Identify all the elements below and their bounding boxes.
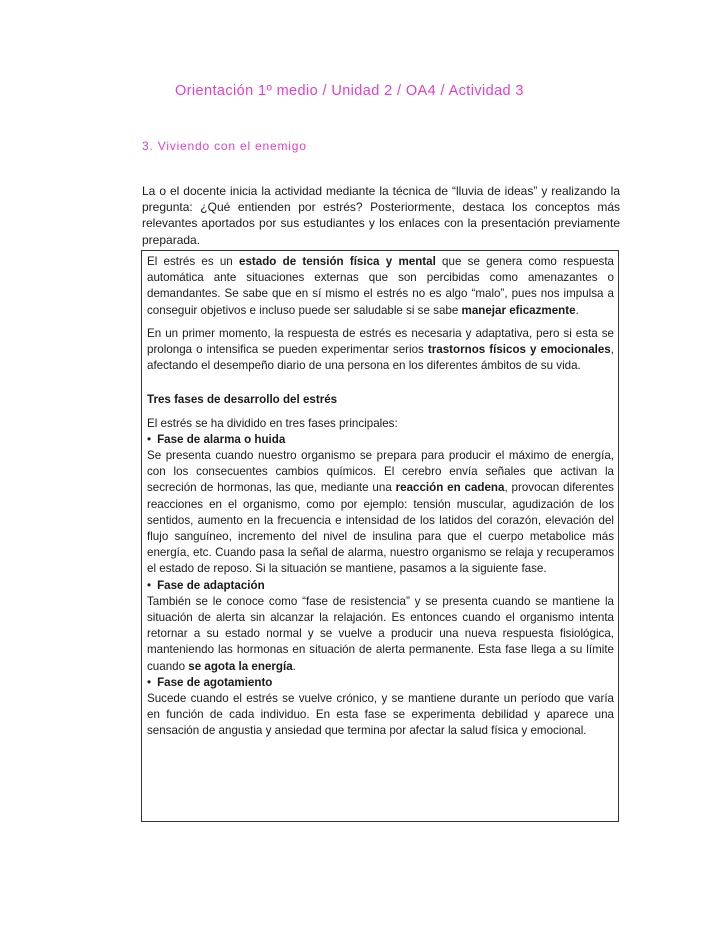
content-box xyxy=(141,250,619,822)
phase-alarm-heading xyxy=(147,432,614,448)
emphasis-text: reacción en cadena xyxy=(395,481,505,495)
phases-intro: El estrés se ha dividido en tres fases principales: xyxy=(147,416,398,430)
emphasis-text: trastornos físicos y emocionales xyxy=(427,343,611,357)
text-fragment: El estrés es un xyxy=(147,255,239,268)
phase-title: Fase de agotamiento xyxy=(157,675,273,689)
bullet-icon: • xyxy=(147,675,152,689)
intro-paragraph: La o el docente inicia la actividad mediante la técnica de “lluvia de ideas” y realizando la pregunta: ¿Qué entienden por estrés? Posteriormente, destaca los conceptos más relevantes aportados por sus estudiantes y los enlaces con la presentación previamente preparada. xyxy=(142,184,620,247)
page-header: Orientación 1º medio / Unidad 2 / OA4 / Actividad 3 xyxy=(175,83,524,99)
text-fragment: . xyxy=(292,659,296,673)
phase-title: Fase de alarma o huida xyxy=(157,432,286,446)
phase-exhaustion-heading xyxy=(147,675,614,691)
phase-alarm-text xyxy=(147,448,614,578)
phase-adaptation-text xyxy=(147,594,614,675)
phase-title: Fase de adaptación xyxy=(157,578,265,592)
text-fragment: , afectando el desempeño diario de una persona en los diferentes ámbitos de su vida. xyxy=(147,343,614,373)
stress-effects-paragraph xyxy=(147,326,614,375)
text-fragment: También se le conoce como “fase de resistencia” y se presenta cuando se mantiene la situación de alerta sin alcanzar la relajación. Es entonces cuando el organismo intenta retornar a su estado normal y se vuelve a producir una nueva respuesta fisiológica, manteniendo las hormonas en situación de alerta permanente. Esta fase llega a su límite cuando xyxy=(147,594,614,673)
emphasis-text: estado de tensión física y mental xyxy=(239,255,436,268)
bullet-icon: • xyxy=(147,578,152,592)
text-fragment: . xyxy=(575,303,579,317)
phase-exhaustion-text: Sucede cuando el estrés se vuelve crónico, y se mantiene durante un período que varía en función de cada individuo. En esta fase se experimenta debilidad y aparece una sensación de angustia y ansiedad que termina por afectar la salud física y emocional. xyxy=(147,692,614,738)
text-fragment: En un primer momento, la respuesta de estrés es necesaria y adaptativa, pero si esta se prolonga o intensifica se pueden experimentar serios xyxy=(147,326,614,357)
emphasis-text: manejar eficazmente xyxy=(461,303,576,317)
text-fragment: que se genera como respuesta automática ante situaciones externas que son percibidas como amenazantes o demandantes. Se sabe que en sí mismo el estrés no es algo “malo”, pues nos impulsa a conseguir objetivos e incluso puede ser saludable si se sabe xyxy=(147,255,614,317)
section-title: 3. Viviendo con el enemigo xyxy=(142,139,307,153)
phase-adaptation-heading xyxy=(147,578,614,594)
stress-definition-paragraph xyxy=(147,254,614,319)
text-fragment: , provocan diferentes reacciones en el organismo, como por ejemplo: tensión muscular, agudización de los sentidos, aumento en la frecuencia e intensidad de los latidos del corazón, elevación del flujo sanguíneo, incremento del nivel de insulina para que el cuerpo metabolice más energía, etc. Cuando pasa la señal de alarma, nuestro organismo se relaja y recuperamos el estado de reposo. Si la situación se mantiene, pasamos a la siguiente fase. xyxy=(147,481,614,576)
bullet-icon: • xyxy=(147,432,152,446)
emphasis-text: se agota la energía xyxy=(188,659,293,673)
text-fragment: Se presenta cuando nuestro organismo se prepara para producir el máximo de energía, con los consecuentes cambios químicos. El cerebro envía señales que activan la secreción de hormonas, las que, mediante una xyxy=(147,449,614,495)
phases-heading: Tres fases de desarrollo del estrés xyxy=(147,393,338,407)
